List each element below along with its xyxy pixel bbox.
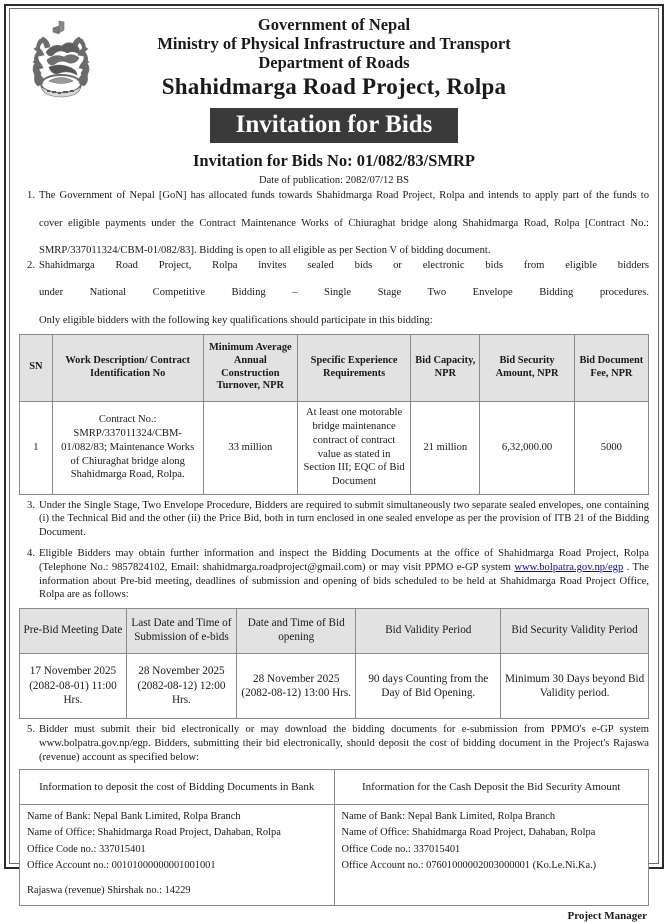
banner-wrap — [19, 108, 649, 143]
office-account-left: Office Account no.: 00101000000001001001 — [27, 859, 216, 871]
schedule-table-header-row — [20, 609, 649, 654]
bolpatra-egp-link[interactable]: www.bolpatra.gov.np/egp — [514, 561, 624, 573]
rajaswa-shirshak-left: Rajaswa (revenue) Shirshak no.: 14229 — [27, 884, 191, 896]
col-bid-security-validity-period: Bid Security Validity Period — [501, 609, 649, 654]
cell-work-description: Contract No.: SMRP/337011324/CBM-01/082/83; Maintenance Works of Chiuraghat bridge along Shahidmarga Road, Rolpa. — [52, 401, 203, 494]
col-bid-security: Bid Security Amount, NPR — [480, 334, 574, 401]
cell-bid-opening: 28 November 2025 (2082-08-12) 13:00 Hrs. — [236, 654, 356, 719]
col-bid-opening: Date and Time of Bid opening — [236, 609, 356, 654]
cell-document-fee: 5000 — [574, 401, 648, 494]
office-name-left: Name of Office: Shahidmarga Road Project, Dahaban, Rolpa — [27, 827, 281, 839]
office-account-right: Office Account no.: 07601000002003000001 (Ko.Le.Ni.Ka.) — [341, 859, 597, 871]
clause-2-line-1: Shahidmarga Road Project, Rolpa invites sealed bids or electronic bids from eligible bidders — [39, 259, 649, 271]
clause-5-text: Bidder must submit their bid electronically or may download the bidding documents for e-submission from PPMO's e-GP system www.bolpatra.gov.np/egp. Bidders, submitting their bid electronically, should deposit the cost of bidding document in the Project's Rajaswa (revenue) account as specified below: — [39, 724, 649, 763]
col-prebid-meeting-date: Pre-Bid Meeting Date — [20, 609, 127, 654]
col-bid-security-deposit: Information for the Cash Deposit the Bid Security Amount — [334, 770, 649, 805]
clause-4-text-part-2: . The information about Pre-bid meeting, deadlines of submission and opening of bids scheduled to be held at Shahidmarga Road Project Office, Rolpa are as follows: — [39, 561, 649, 601]
cell-bid-capacity: 21 million — [411, 401, 480, 494]
clause-list-middle — [19, 499, 649, 602]
cell-turnover: 33 million — [203, 401, 297, 494]
col-experience: Specific Experience Requirements — [298, 334, 411, 401]
cell-bid-security-bank-details — [334, 805, 649, 906]
qualification-table-header-row — [20, 334, 649, 401]
clause-2 — [19, 259, 649, 328]
spacer — [27, 874, 327, 883]
cell-experience: At least one motorable bridge maintenance contract of contract value as stated in Section III; EQC of Bid Document — [298, 401, 411, 494]
clause-list-bottom — [19, 723, 649, 764]
publication-date: Date of publication: 2082/07/12 BS — [259, 175, 409, 187]
nepal-emblem-icon — [23, 17, 99, 105]
col-turnover: Minimum Average Annual Construction Turnover, NPR — [203, 334, 297, 401]
project-title: Shahidmarga Road Project, Rolpa — [161, 74, 507, 100]
clause-1-number: 1. — [27, 190, 35, 202]
col-document-fee: Bid Document Fee, NPR — [574, 334, 648, 401]
office-code-left: Office Code no.: 337015401 — [27, 843, 146, 855]
bank-name-right: Name of Bank: Nepal Bank Limited, Rolpa Branch — [341, 811, 556, 823]
clause-3-text: Under the Single Stage, Two Envelope Procedure, Bidders are required to submit simultaneously two separate sealed envelopes, one containing (i) the Technical Bid and the other (ii) the Price Bid, both in turn enclosed in one sealed envelope as per the provision of ITB 21 of the Bidding Document. — [39, 499, 649, 539]
gov-line-3: Department of Roads — [258, 53, 410, 73]
cell-sn: 1 — [20, 401, 53, 494]
gov-line-1: Government of Nepal — [257, 15, 411, 34]
schedule-table — [19, 608, 649, 719]
bank-name-left: Name of Bank: Nepal Bank Limited, Rolpa Branch — [27, 811, 241, 823]
clause-4-number: 4. — [27, 548, 35, 559]
clause-4 — [19, 547, 649, 602]
cell-bidding-document-bank-details — [20, 805, 335, 906]
col-bid-capacity: Bid Capacity, NPR — [411, 334, 480, 401]
col-bidding-document-deposit: Information to deposit the cost of Bidding Documents in Bank — [20, 770, 335, 805]
cell-bid-security-validity-period: Minimum 30 Days beyond Bid Validity period. — [501, 654, 649, 719]
table-row — [20, 805, 649, 906]
clause-4-text-part-1: Eligible Bidders may obtain further information and inspect the Bidding Documents at the office of Shahidmarga Road Project, Rolpa (Telephone No.: 9857824102, Email: shahidmarga.roadproject@gmail.com) or may visit PPMO e-GP system — [39, 548, 649, 573]
clause-5-number: 5. — [27, 724, 35, 736]
clause-5 — [19, 723, 649, 764]
gov-line-2: Ministry of Physical Infrastructure and Transport — [157, 34, 511, 54]
col-sn: SN — [20, 334, 53, 401]
document-content — [10, 9, 658, 922]
clause-2-line-2: under National Competitive Bidding – Single Stage Two Envelope Bidding procedures. — [39, 287, 649, 299]
qualification-table — [19, 334, 649, 495]
cell-bid-validity-period: 90 days Counting from the Day of Bid Opening. — [356, 654, 501, 719]
clause-3-number: 3. — [27, 499, 35, 511]
cell-prebid-meeting-date: 17 November 2025 (2082-08-01) 11:00 Hrs. — [20, 654, 127, 719]
page-inner-border — [9, 8, 659, 922]
cell-bid-security: 6,32,000.00 — [480, 401, 574, 494]
col-work-description: Work Description/ Contract Identification No — [52, 334, 203, 401]
table-row — [20, 401, 649, 494]
clause-list-top — [19, 189, 649, 328]
office-code-right: Office Code no.: 337015401 — [341, 843, 461, 855]
table-row — [20, 654, 649, 719]
bank-table-header-row — [20, 770, 649, 805]
col-submission-deadline: Last Date and Time of Submission of e-bids — [126, 609, 236, 654]
clause-1-line-3: SMRP/337011324/CBM-01/082/83]. Bidding is open to all eligible as per Section V of bidding document. — [39, 245, 491, 257]
bank-information-table — [19, 769, 649, 906]
clause-2-number: 2. — [27, 259, 35, 271]
document-header — [19, 15, 649, 186]
clause-2-line-3: Only eligible bidders with the following key qualifications should participate in this bidding: — [39, 314, 433, 326]
ifb-number: Invitation for Bids No: 01/082/83/SMRP — [192, 151, 476, 171]
cell-submission-deadline: 28 November 2025 (2082-08-12) 12:00 Hrs. — [126, 654, 236, 719]
invitation-for-bids-banner: Invitation for Bids — [210, 108, 459, 143]
clause-3 — [19, 499, 649, 540]
clause-1-line-1: The Government of Nepal [GoN] has allocated funds towards Shahidmarga Road Project, Rolpa and intends to apply part of the funds to — [39, 190, 649, 202]
clause-1 — [19, 189, 649, 258]
col-bid-validity-period: Bid Validity Period — [356, 609, 501, 654]
clause-1-line-2: cover eligible payments under the Contract Maintenance Works of Chiuraghat bridge along Shahidmarga Road, Rolpa [Contract No.: — [39, 217, 649, 229]
signature-block: Project Manager — [567, 909, 647, 922]
office-name-right: Name of Office: Shahidmarga Road Project, Dahaban, Rolpa — [341, 827, 596, 839]
